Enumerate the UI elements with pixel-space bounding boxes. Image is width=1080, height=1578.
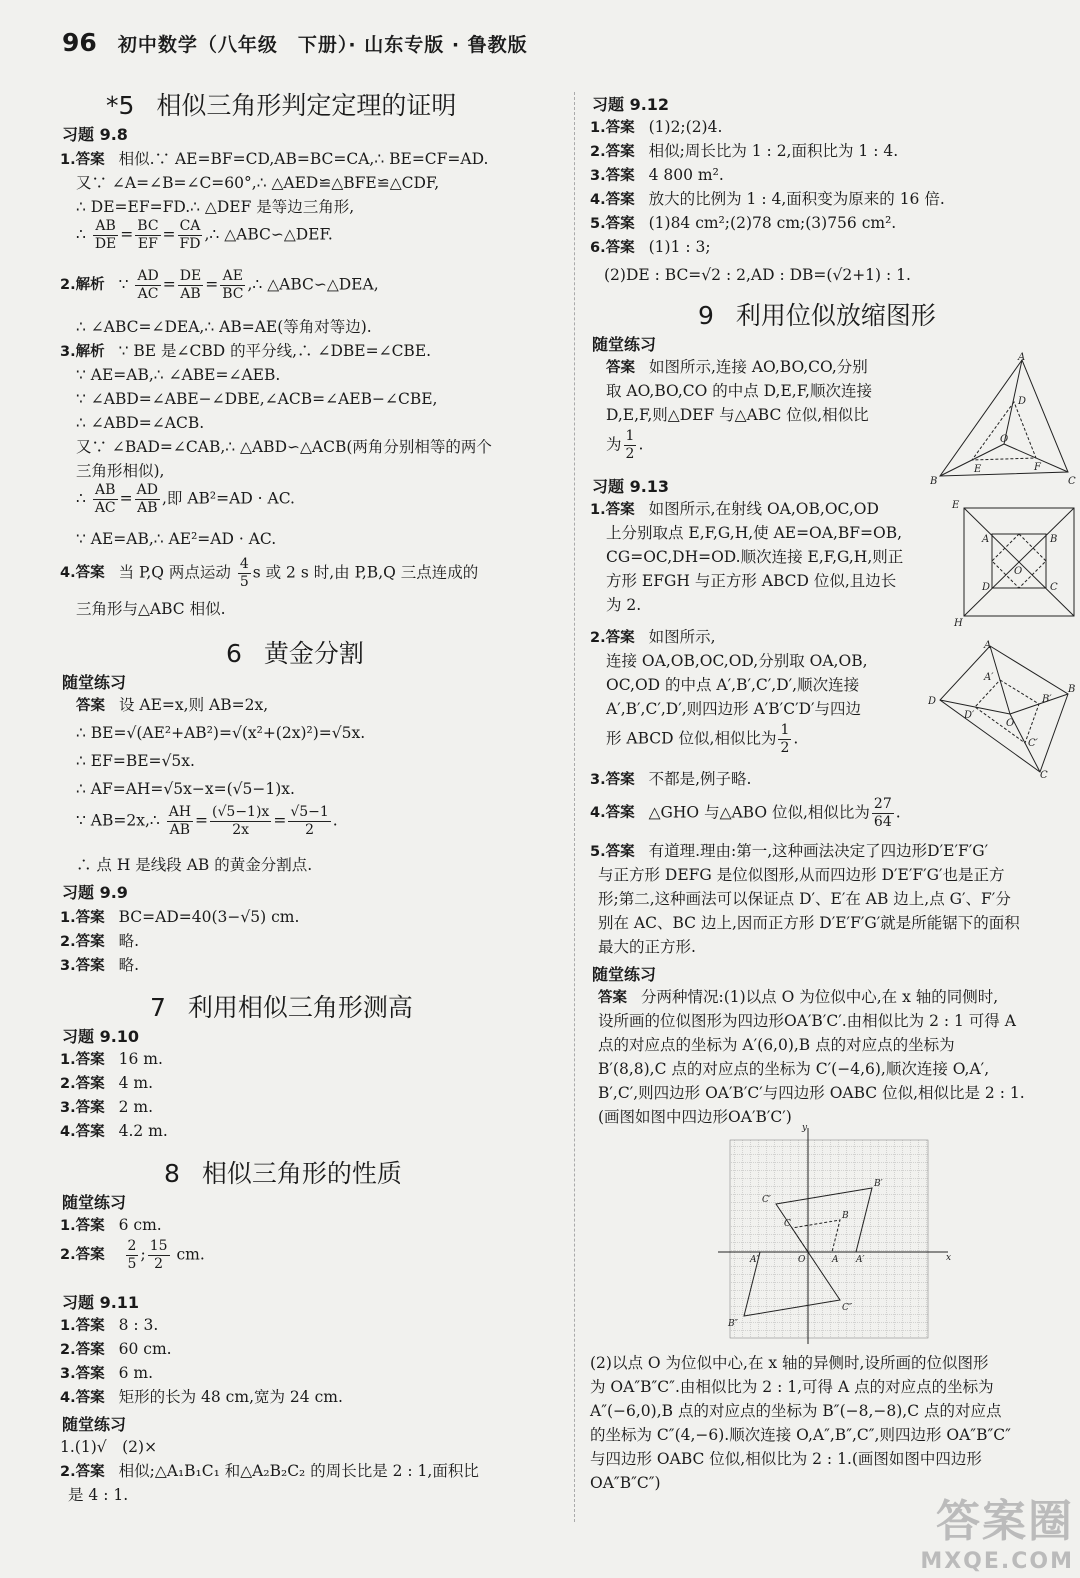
answer-line: 与四边形 OABC 位似,相似比为 2 : 1.(画图如图中四边形: [590, 1450, 982, 1468]
label-B: B: [1068, 684, 1076, 695]
label-B1: B′: [874, 1179, 883, 1189]
label-C: C: [1050, 582, 1058, 593]
book-title: 初中数学（八年级 下册）· 山东专版 · 鲁教版: [117, 34, 528, 56]
answer-line: 为 OA″B″C″.由相似比为 2 : 1,可得 A 点的对应点的坐标为: [590, 1378, 994, 1396]
answer-line: 1.答案 如图所示,在射线 OA,OB,OC,OD: [590, 500, 879, 518]
section-9-title: 9 利用位似放缩图形: [698, 301, 936, 330]
answer-line: 又∵ ∠BAD=∠CAB,∴ △ABD∽△ACB(两角分别相等的两个: [76, 438, 492, 456]
practice-heading: 随堂练习: [62, 1193, 127, 1212]
answer-line: 为 2.: [606, 596, 642, 614]
practice-heading: 随堂练习: [592, 335, 657, 354]
answer-line: 3.答案 6 m.: [60, 1364, 154, 1382]
exercise-9-12-heading: 习题 9.12: [592, 95, 670, 114]
answer-line: 2.答案 60 cm.: [60, 1340, 172, 1358]
answer-line: (2)DE : BC=√2 : 2,AD : DB=(√2+1) : 1.: [604, 266, 911, 284]
label-B: B: [930, 476, 938, 487]
label-C2: C″: [842, 1303, 853, 1313]
label-D: D: [1018, 396, 1027, 407]
answer-line: A″(−6,0),B 点的对应点的坐标为 B″(−8,−8),C 点的对应点: [590, 1402, 1002, 1420]
answer-line: 5.答案 有道理.理由:第一,这种画法决定了四边形D′E′F′G′: [590, 842, 989, 860]
answer-line: 答案 分两种情况:(1)以点 O 为位似中心,在 x 轴的同侧时,: [598, 988, 999, 1006]
answer-line: ∵ AE=AB,∴ ∠ABE=∠AEB.: [76, 366, 281, 384]
answer-line: OC,OD 的中点 A′,B′,C′,D′,顺次连接: [606, 676, 860, 694]
answer-line: 1.答案 (1)2;(2)4.: [590, 118, 723, 136]
exercise-9-8-heading: 习题 9.8: [62, 125, 128, 144]
answer-line: 4.答案 △GHO 与△ABO 位似,相似比为 $\frac{27}{64}$ .: [590, 796, 901, 830]
label-y: y: [802, 1123, 808, 1133]
answer-line: 4.答案 矩形的长为 48 cm,宽为 24 cm.: [60, 1388, 343, 1406]
label-A: A: [984, 640, 992, 651]
answer-line: 答案 设 AE=x,则 AB=2x,: [76, 696, 269, 714]
answer-line: ∴ DE=EF=FD.∴ △DEF 是等边三角形,: [76, 198, 355, 216]
label-O: O: [1000, 434, 1009, 445]
answer-line: 取 AO,BO,CO 的中点 D,E,F,顺次连接: [606, 382, 872, 400]
label-C: C: [784, 1219, 791, 1229]
practice-heading: 随堂练习: [62, 1415, 127, 1434]
section-5-title: *5 相似三角形判定定理的证明: [106, 91, 457, 120]
label-A1: A′: [856, 1255, 865, 1265]
answer-line: 三角形与△ABC 相似.: [76, 600, 226, 618]
answer-line: B′(8,8),C 点的对应点的坐标为 C′(−4,6),顺次连接 O,A′,: [598, 1060, 990, 1078]
answer-line: 上分别取点 E,F,G,H,使 AE=OA,BF=OB,: [606, 524, 903, 542]
square-homothety-figure: [950, 498, 1078, 628]
answer-line: B′,C′,则四边形 OA′B′C′与四边形 OABC 位似,相似比是 2 : 1.: [598, 1084, 1025, 1102]
answer-line: 2.答案 4 m.: [60, 1074, 154, 1092]
section-8-title: 8 相似三角形的性质: [164, 1159, 402, 1188]
label-C1: C′: [762, 1195, 771, 1205]
answer-line: 最大的正方形.: [598, 938, 696, 956]
answer-line: 又∵ ∠A=∠B=∠C=60°,∴ △AED≌△BFE≌△CDF,: [76, 174, 440, 192]
answer-line: 2.解析 ∵ $\frac{AD}{AC}$ = $\frac{DE}{AB}$ = $\frac{AE}{BC}$ ,∴ △ABC∽△DEA,: [60, 268, 379, 302]
site-watermark: 答案圈 MXQE.COM: [920, 1496, 1074, 1574]
label-E: E: [974, 464, 982, 475]
answer-line: ∴ $\frac{AB}{DE}$ = $\frac{BC}{EF}$ = $\frac{CA}{FD}$ ,∴ △ABC∽△DEF.: [76, 218, 333, 252]
label-E: E: [952, 500, 960, 511]
answer-line: ∵ AE=AB,∴ AE²=AD · AC.: [76, 530, 277, 548]
answer-line: ∴ AF=AH=√5x−x=(√5−1)x.: [76, 780, 295, 798]
answer-line: 是 4 : 1.: [68, 1486, 129, 1504]
answer-line: ∵ ∠ABD=∠ABE−∠DBE,∠ACB=∠AEB−∠CBE,: [76, 390, 438, 408]
label-F: F: [1034, 462, 1041, 473]
label-O: O: [1014, 566, 1023, 577]
section-7-title: 7 利用相似三角形测高: [150, 993, 413, 1022]
answer-line: ∴ ∠ABC=∠DEA,∴ AB=AE(等角对等边).: [76, 318, 372, 336]
answer-line: ∴ BE=√(AE²+AB²)=√(x²+(2x)²)=√5x.: [76, 724, 366, 742]
label-C: C: [1040, 770, 1048, 780]
answer-line: CG=OC,DH=OD.顺次连接 E,F,G,H,则正: [606, 548, 904, 566]
answer-line: 别在 AC、BC 边上,因而正方形 D′E′F′G′就是所能锯下的面积: [598, 914, 1020, 932]
answer-line: 6.答案 (1)1 : 3;: [590, 238, 711, 256]
answer-line: 1.答案 相似.∵ AE=BF=CD,AB=BC=CA,∴ BE=CF=AD.: [60, 150, 489, 168]
answer-line: 2.答案 $\frac{2}{5}$ ; $\frac{15}{2}$ cm.: [60, 1238, 205, 1272]
answer-line: 1.答案 16 m.: [60, 1050, 163, 1068]
exercise-9-9-heading: 习题 9.9: [62, 883, 128, 902]
label-A2: A″: [750, 1255, 760, 1265]
label-D: D: [928, 696, 937, 707]
label-A1: A′: [984, 672, 994, 683]
practice-heading: 随堂练习: [592, 965, 657, 984]
practice-heading: 随堂练习: [62, 673, 127, 692]
label-A: A: [1018, 352, 1026, 363]
answer-line: 4.答案 放大的比例为 1 : 4,面积变为原来的 16 倍.: [590, 190, 945, 208]
answer-line: 2.答案 相似;△A₁B₁C₁ 和△A₂B₂C₂ 的周长比是 2 : 1,面积比: [60, 1462, 479, 1480]
answer-line: 3.答案 2 m.: [60, 1098, 154, 1116]
answer-line: 点的对应点的坐标为 A′(6,0),B 点的对应点的坐标为: [598, 1036, 955, 1054]
label-H: H: [954, 618, 963, 628]
answer-line: 4.答案 4.2 m.: [60, 1122, 168, 1140]
label-A: A: [982, 534, 990, 545]
answer-line: 连接 OA,OB,OC,OD,分别取 OA,OB,: [606, 652, 868, 670]
triangle-homothety-figure: [930, 352, 1076, 488]
answer-line: 的坐标为 C″(4,−6).顺次连接 O,A″,B″,C″,则四边形 OA″B″C″: [590, 1426, 1011, 1444]
answer-line: 设所画的位似图形为四边形OA′B′C′.由相似比为 2 : 1 可得 A: [598, 1012, 1016, 1030]
answer-line: 1.(1)√ (2)×: [60, 1438, 158, 1456]
label-B1: B′: [1042, 694, 1052, 705]
coordinate-grid-figure: [718, 1122, 954, 1348]
quadrilateral-homothety-figure: [928, 640, 1078, 780]
section-6-title: 6 黄金分割: [226, 639, 364, 668]
label-D1: D′: [964, 710, 975, 721]
answer-line: 3.答案 4 800 m².: [590, 166, 724, 184]
label-O: O: [1006, 718, 1015, 729]
label-B: B: [1050, 534, 1058, 545]
label-A: A: [832, 1255, 839, 1265]
page-header: [62, 28, 528, 57]
label-B: B: [842, 1211, 849, 1221]
answer-line: ∵ AB=2x,∴ $\frac{AH}{AB}$ = $\frac{(√5-1)x}{2x}$ = $\frac{√5-1}{2}$ .: [76, 804, 338, 838]
answer-line: A′,B′,C′,D′,则四边形 A′B′C′D′与四边: [606, 700, 862, 718]
page-number: 96: [62, 28, 97, 57]
answer-line: 答案 如图所示,连接 AO,BO,CO,分别: [606, 358, 868, 376]
label-O: O: [798, 1255, 806, 1265]
answer-line: 5.答案 (1)84 cm²;(2)78 cm;(3)756 cm².: [590, 214, 897, 232]
answer-line: 为 $\frac{1}{2}$ .: [606, 428, 644, 462]
answer-line: 方形 EFGH 与正方形 ABCD 位似,且边长: [606, 572, 897, 590]
answer-line: (画图如图中四边形OA′B′C′): [598, 1108, 792, 1126]
answer-line: D,E,F,则△DEF 与△ABC 位似,相似比: [606, 406, 869, 424]
label-B2: B″: [728, 1319, 738, 1329]
answer-line: 1.答案 BC=AD=40(3−√5) cm.: [60, 908, 300, 926]
answer-line: 2.答案 如图所示,: [590, 628, 716, 646]
answer-line: ∴ EF=BE=√5x.: [76, 752, 195, 770]
label-x: x: [946, 1253, 952, 1263]
answer-line: ∴ $\frac{AB}{AC}$ = $\frac{AD}{AB}$ ,即 AB²=AD · AC.: [76, 482, 295, 516]
column-divider: [574, 92, 575, 1522]
answer-line: 1.答案 8 : 3.: [60, 1316, 159, 1334]
answer-line: ∴ 点 H 是线段 AB 的黄金分割点.: [76, 856, 313, 874]
answer-line: OA″B″C″): [590, 1474, 661, 1492]
exercise-9-10-heading: 习题 9.10: [62, 1027, 140, 1046]
answer-line: 形 ABCD 位似,相似比为 $\frac{1}{2}$ .: [606, 722, 799, 756]
answer-line: 1.答案 6 cm.: [60, 1216, 162, 1234]
answer-line: 3.答案 略.: [60, 956, 140, 974]
answer-line: 3.解析 ∵ BE 是∠CBD 的平分线,∴ ∠DBE=∠CBE.: [60, 342, 432, 360]
answer-line: 3.答案 不都是,例子略.: [590, 770, 752, 788]
label-C: C: [1068, 476, 1076, 487]
exercise-9-13-heading: 习题 9.13: [592, 477, 670, 496]
label-C1: C′: [1028, 738, 1038, 749]
answer-line: 形;第二,这种画法可以保证点 D′、E′在 AB 边上,点 G′、F′分: [598, 890, 1011, 908]
answer-line: ∴ ∠ABD=∠ACB.: [76, 414, 205, 432]
answer-line: (2)以点 O 为位似中心,在 x 轴的异侧时,设所画的位似图形: [590, 1354, 989, 1372]
label-D: D: [982, 582, 991, 593]
answer-line: 2.答案 相似;周长比为 1 : 2,面积比为 1 : 4.: [590, 142, 899, 160]
answer-line: 2.答案 略.: [60, 932, 140, 950]
answer-line: 与正方形 DEFG 是位似图形,从而四边形 D′E′F′G′也是正方: [598, 866, 1005, 884]
answer-line: 三角形相似),: [76, 462, 165, 480]
exercise-9-11-heading: 习题 9.11: [62, 1293, 140, 1312]
answer-line: 4.答案 当 P,Q 两点运动 $\frac{4}{5}$ s 或 2 s 时,由 P,B,Q 三点连成的: [60, 556, 479, 590]
